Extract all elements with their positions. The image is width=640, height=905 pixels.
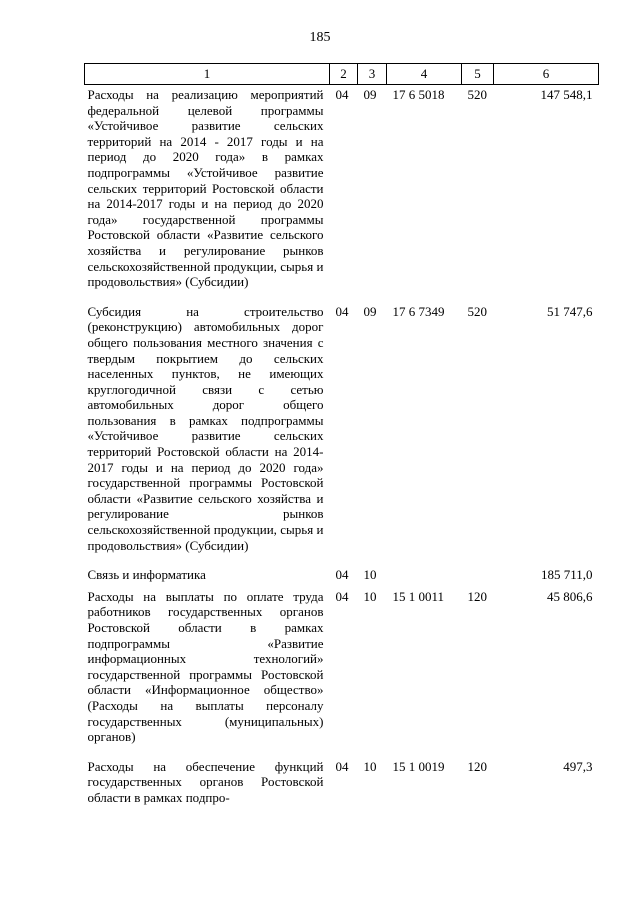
header-col-5: 5 — [462, 64, 494, 85]
header-col-3: 3 — [358, 64, 387, 85]
row-amount: 45 806,6 — [547, 588, 593, 604]
row-amount: 51 747,6 — [547, 303, 593, 319]
row-description: Связь и информатика — [87, 567, 206, 583]
row-section: 04 — [335, 567, 349, 583]
row-subsection: 10 — [363, 567, 377, 583]
row-section: 04 — [335, 87, 349, 102]
row-target-code: 15 1 0019 — [392, 758, 445, 774]
row-section: 04 — [335, 588, 349, 604]
row-expense-type: 120 — [467, 588, 487, 604]
table-header — [85, 64, 599, 85]
row-section: 04 — [335, 758, 349, 774]
page-number: 185 — [309, 30, 331, 45]
budget-table — [84, 63, 599, 806]
row-description: Субсидия на строительство (реконструкцию) автомобильных дорог общего пользования местного значения с твердым покрытием до сельских населенных пунктов, не имеющих круглогодичной связи с сетью автомобильных дорог общего пользования в рамках подпрограммы «Устойчивое развитие сельских территорий Ростовской области на 2014-2017 годы и на период до 2020 года» государственной программы Ростовской области «Развитие сельского хозяйства и регулирование рынков сельскохозяйственной продукции, сырья и продовольствия» (Субсидии) — [87, 303, 324, 553]
row-amount: 185 711,0 — [540, 567, 593, 583]
row-expense-type — [462, 567, 494, 583]
row-amount: 147 548,1 — [540, 87, 593, 102]
row-description: Расходы на обеспечение функций государственных органов Ростовской области в рамках подпро- — [87, 758, 324, 805]
row-subsection: 10 — [363, 588, 377, 604]
row-subsection: 09 — [363, 303, 377, 319]
header-col-6: 6 — [494, 64, 599, 85]
header-col-2: 2 — [330, 64, 358, 85]
table-row — [85, 589, 599, 745]
header-col-1: 1 — [85, 64, 330, 85]
row-amount: 497,3 — [563, 758, 593, 774]
row-expense-type: 520 — [467, 303, 487, 319]
row-spacer — [85, 553, 599, 567]
row-description: Расходы на реализацию мероприятий федеральной целевой программы «Устойчивое развитие сельских территорий на 2014 - 2017 годы и на период до 2020 года» в рамках подпрограммы «Устойчивое развитие сельских территорий Ростовской области на 2014-2017 годы и на период до 2020 года» государственной программы Ростовской области «Развитие сельского хозяйства и регулирование рынков сельскохозяйственной продукции, сырья и продовольствия» (Субсидии) — [87, 87, 324, 290]
row-target-code: 17 6 7349 — [392, 303, 445, 319]
row-target-code: 15 1 0011 — [392, 588, 445, 604]
row-section: 04 — [335, 303, 349, 319]
row-spacer — [85, 290, 599, 304]
row-target-code: 17 6 5018 — [392, 87, 445, 102]
table-row — [85, 85, 599, 290]
row-subsection: 09 — [363, 87, 377, 102]
header-row — [85, 64, 599, 85]
table-body — [85, 85, 599, 806]
header-col-4: 4 — [387, 64, 462, 85]
table-row — [85, 759, 599, 806]
row-subsection: 10 — [363, 758, 377, 774]
row-description: Расходы на выплаты по оплате труда работников государственных органов Ростовской области в рамках подпрограммы «Развитие информационных технологий» государственной программы Ростовской области «Информационное общество» (Расходы на выплаты персоналу государственных (муниципальных) органов) — [87, 588, 324, 745]
row-target-code — [387, 567, 462, 583]
row-expense-type: 520 — [467, 87, 487, 102]
table-row — [85, 567, 599, 583]
row-expense-type: 120 — [467, 758, 487, 774]
table-row — [85, 304, 599, 554]
row-spacer — [85, 745, 599, 759]
